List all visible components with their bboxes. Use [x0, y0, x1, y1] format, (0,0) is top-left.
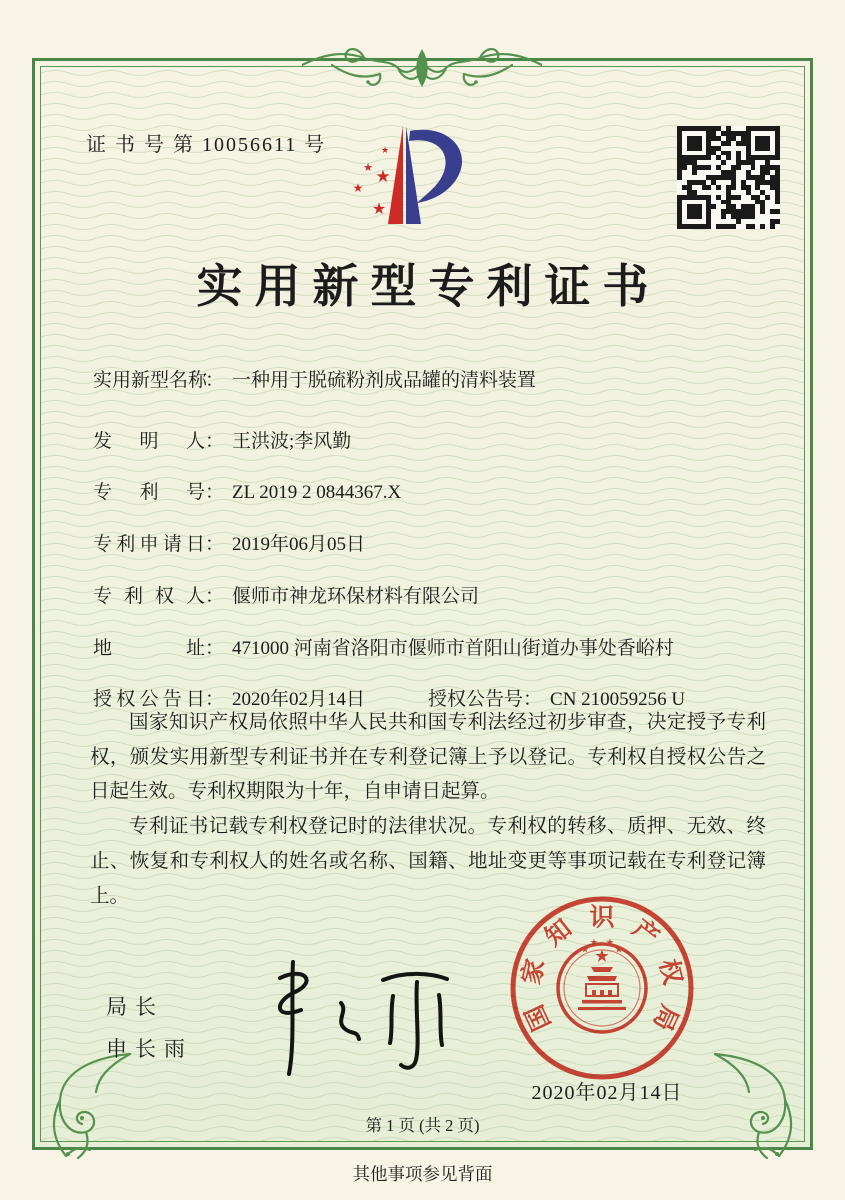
grant-date-label: 授权公告日: [93, 689, 205, 710]
seal-char: 国: [521, 1000, 557, 1035]
field-label: 专利号: [93, 482, 205, 503]
seal-char: 识: [589, 904, 615, 932]
national-emblem-icon: [558, 938, 646, 1032]
field-label: 发明人: [93, 431, 205, 452]
grant-no-value: CN 210059256 U: [550, 689, 686, 710]
svg-text:★: ★: [581, 945, 589, 954]
svg-text:★: ★: [375, 167, 391, 186]
director-name: 申长雨: [106, 1037, 193, 1061]
field-row-filing-date: [93, 529, 365, 556]
field-value: 2019年06月05日: [232, 534, 366, 555]
colon: ：: [205, 431, 225, 452]
field-row-inventor: [93, 426, 351, 453]
field-row-name: [93, 365, 536, 392]
seal-char: 局: [647, 1000, 683, 1035]
bottom-left-flourish-icon: [38, 1048, 133, 1163]
seal-char: 知: [540, 914, 577, 952]
svg-text:★: ★: [606, 938, 614, 947]
svg-text:★: ★: [352, 181, 364, 195]
colon: ：: [205, 482, 225, 503]
field-label: 地址: [93, 638, 205, 659]
svg-text:★: ★: [380, 145, 390, 155]
colon: ：: [205, 534, 225, 555]
colon: ：: [205, 689, 225, 710]
footer-note: 其他事项参见背面: [352, 1164, 493, 1184]
seal-date: 2020年02月14日: [531, 1082, 683, 1104]
colon: ：: [205, 370, 225, 391]
page-number: 第 1 页 (共 2 页): [365, 1116, 480, 1135]
svg-text:★: ★: [595, 949, 609, 965]
colon: ：: [205, 586, 225, 607]
field-value: ZL 2019 2 0844367.X: [232, 482, 402, 503]
legal-paragraph-1: 国家知识产权局依照中华人民共和国专利法经过初步审查，决定授予专利权，颁发实用新型专利证书并在专利登记簿上予以登记。专利权自授权公告之日起生效。专利权期限为十年，自申请日起算。: [90, 712, 766, 803]
grant-no-label: 授权公告号: [428, 689, 524, 710]
colon: ：: [205, 638, 225, 659]
svg-text:★: ★: [363, 162, 373, 174]
seal-char: 家: [518, 956, 551, 988]
seal-char: 权: [653, 956, 686, 988]
flourish-bl-g: [54, 1054, 130, 1158]
field-label: 专利权人: [93, 586, 205, 607]
colon: ：: [523, 689, 543, 710]
grant-date-value: 2020年02月14日: [232, 689, 366, 710]
cnipa-patent-logo-icon: [335, 118, 490, 238]
director-signature-icon: [235, 948, 455, 1076]
legal-paragraph-2: 专利证书记载专利权登记时的法律状况。专利权的转移、质押、无效、终止、恢复和专利权人的姓名或名称、国籍、地址变更等事项记载在专利登记簿上。: [90, 816, 766, 907]
field-value: 471000 河南省洛阳市偃师市首阳山街道办事处香峪村: [232, 638, 674, 659]
seal-char: 产: [627, 914, 664, 952]
certificate-number: 证 书 号 第 10056611 号: [86, 134, 327, 156]
field-value: 一种用于脱硫粉剂成品罐的清料装置: [232, 370, 537, 391]
field-label: 专利申请日: [93, 534, 205, 555]
director-title: 局长: [106, 995, 164, 1019]
certificate-title: 实用新型专利证书: [196, 261, 661, 312]
svg-text:★: ★: [590, 938, 598, 947]
svg-text:★: ★: [371, 201, 387, 218]
field-label: 实用新型名称: [93, 370, 208, 391]
field-value: 偃师市神龙环保材料有限公司: [232, 586, 480, 607]
top-border-ornament-icon: [302, 40, 542, 90]
flourish-br-g: [715, 1054, 791, 1158]
qr-module: [775, 224, 780, 229]
top-ornament-left: [302, 49, 420, 85]
field-row-patent-no: [93, 477, 401, 504]
field-row-patentee: [93, 581, 479, 608]
qr-code: [677, 126, 780, 229]
legal-statement: [90, 706, 766, 914]
top-ornament-right: [424, 49, 542, 85]
field-row-address: [93, 633, 674, 660]
bottom-right-flourish-icon: [712, 1048, 807, 1163]
field-value: 王洪波;李风勤: [232, 431, 352, 452]
official-seal: [507, 893, 697, 1083]
svg-text:★: ★: [615, 945, 623, 954]
